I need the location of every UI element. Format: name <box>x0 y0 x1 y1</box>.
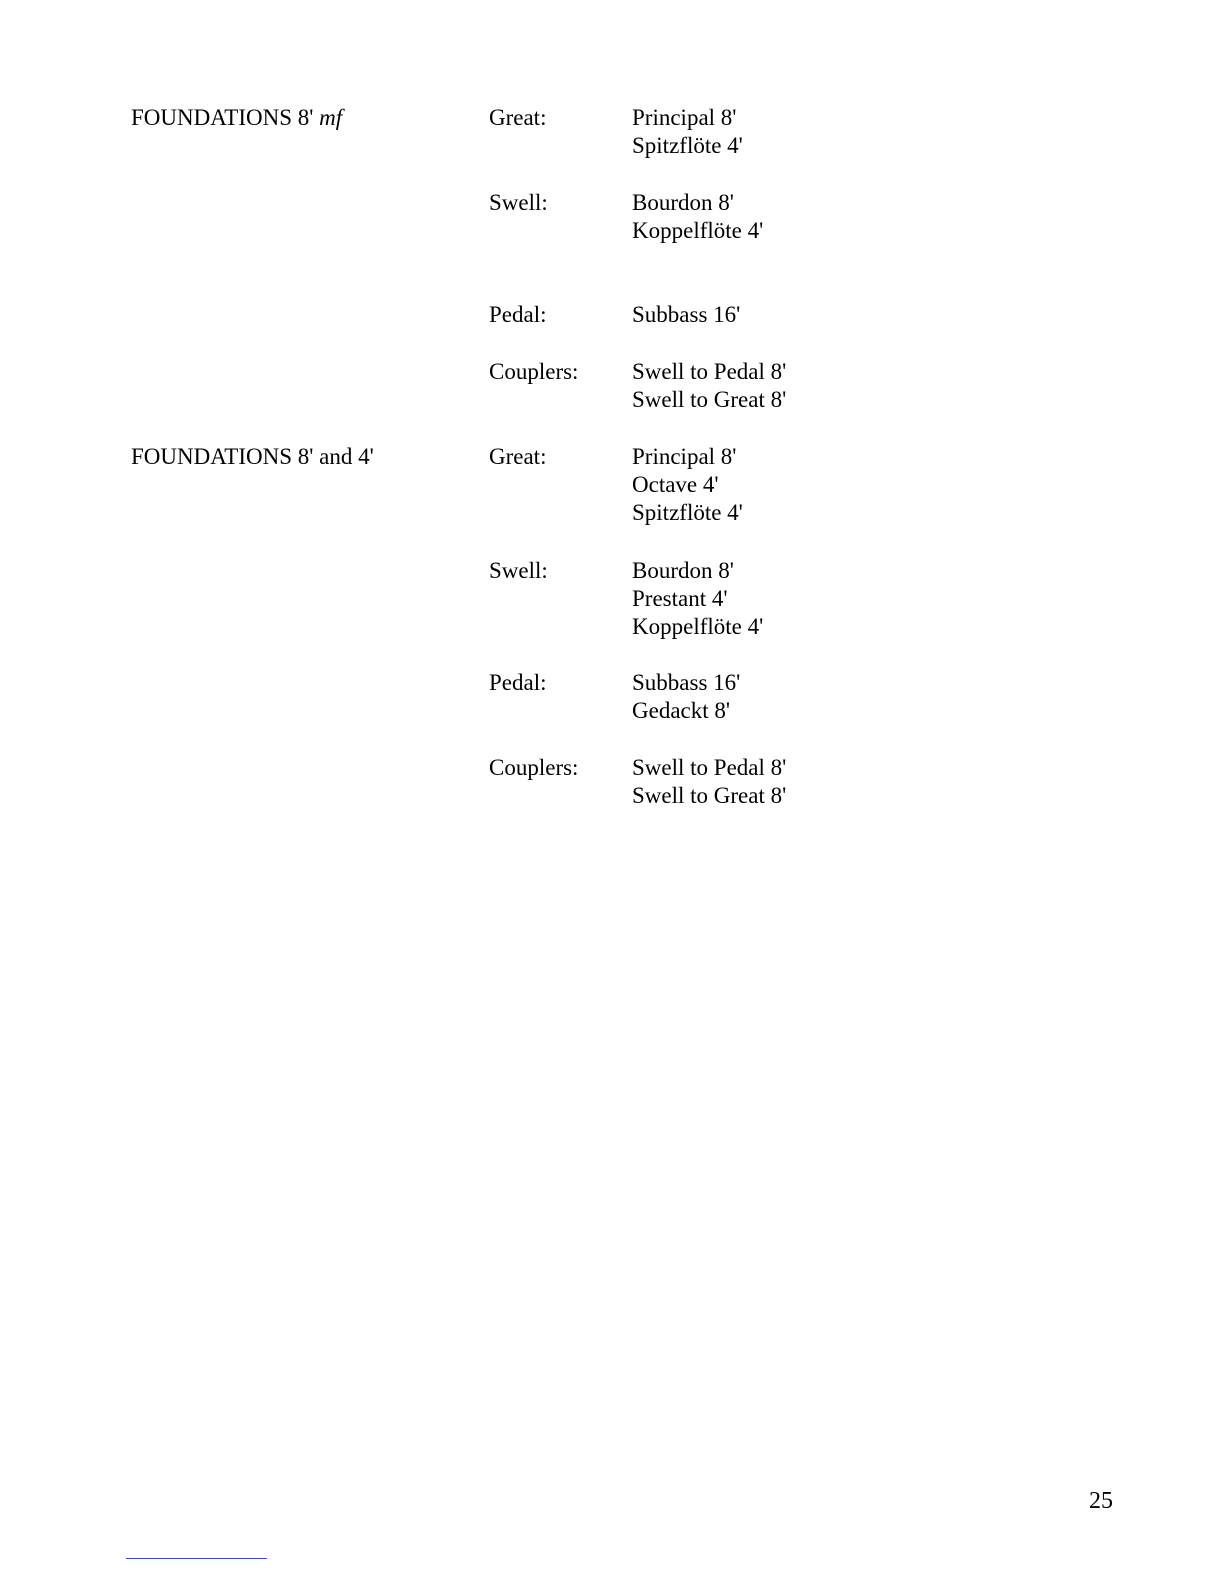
stop-item: Principal 8' <box>632 105 737 130</box>
stop-list-couplers <box>632 358 786 414</box>
division-label-couplers: Couplers: <box>489 755 579 780</box>
stop-list-pedal <box>632 301 740 329</box>
stop-item: Subbass 16' <box>632 670 741 695</box>
division-label-couplers: Couplers: <box>489 359 579 384</box>
section-heading-foundations-8-mf <box>131 104 342 132</box>
stop-item: Koppelflöte 4' <box>632 218 764 243</box>
stop-list-swell <box>632 189 763 245</box>
division-label-pedal: Pedal: <box>489 302 547 327</box>
stop-item: Subbass 16' <box>632 302 741 327</box>
stop-item: Swell to Pedal 8' <box>632 755 787 780</box>
division-label-pedal: Pedal: <box>489 670 547 695</box>
stop-item: Spitzflöte 4' <box>632 500 743 525</box>
stop-item: Swell to Great 8' <box>632 783 787 808</box>
division-label-swell: Swell: <box>489 558 548 583</box>
stop-item: Gedackt 8' <box>632 698 731 723</box>
stop-item: Swell to Pedal 8' <box>632 359 787 384</box>
stop-item: Octave 4' <box>632 472 719 497</box>
footnote-divider <box>126 1558 267 1559</box>
section-heading-foundations-8-and-4: FOUNDATIONS 8' and 4' <box>131 444 374 469</box>
stop-item: Principal 8' <box>632 444 737 469</box>
stop-list-great <box>632 443 743 527</box>
page-number: 25 <box>1089 1488 1113 1514</box>
stop-list-great <box>632 104 743 160</box>
division-label-great: Great: <box>489 444 547 469</box>
stop-item: Koppelflöte 4' <box>632 614 764 639</box>
stop-item: Bourdon 8' <box>632 558 734 583</box>
division-label-great: Great: <box>489 105 547 130</box>
stop-item: Bourdon 8' <box>632 190 734 215</box>
stop-list-couplers <box>632 754 786 810</box>
stop-item: Spitzflöte 4' <box>632 133 743 158</box>
division-label-swell: Swell: <box>489 190 548 215</box>
stop-item: Swell to Great 8' <box>632 387 787 412</box>
stop-list-pedal <box>632 669 740 725</box>
stop-item: Prestant 4' <box>632 586 728 611</box>
stop-list-swell <box>632 557 763 641</box>
section-heading-text: FOUNDATIONS 8' <box>131 105 314 130</box>
dynamic-marking: mf <box>319 105 343 130</box>
